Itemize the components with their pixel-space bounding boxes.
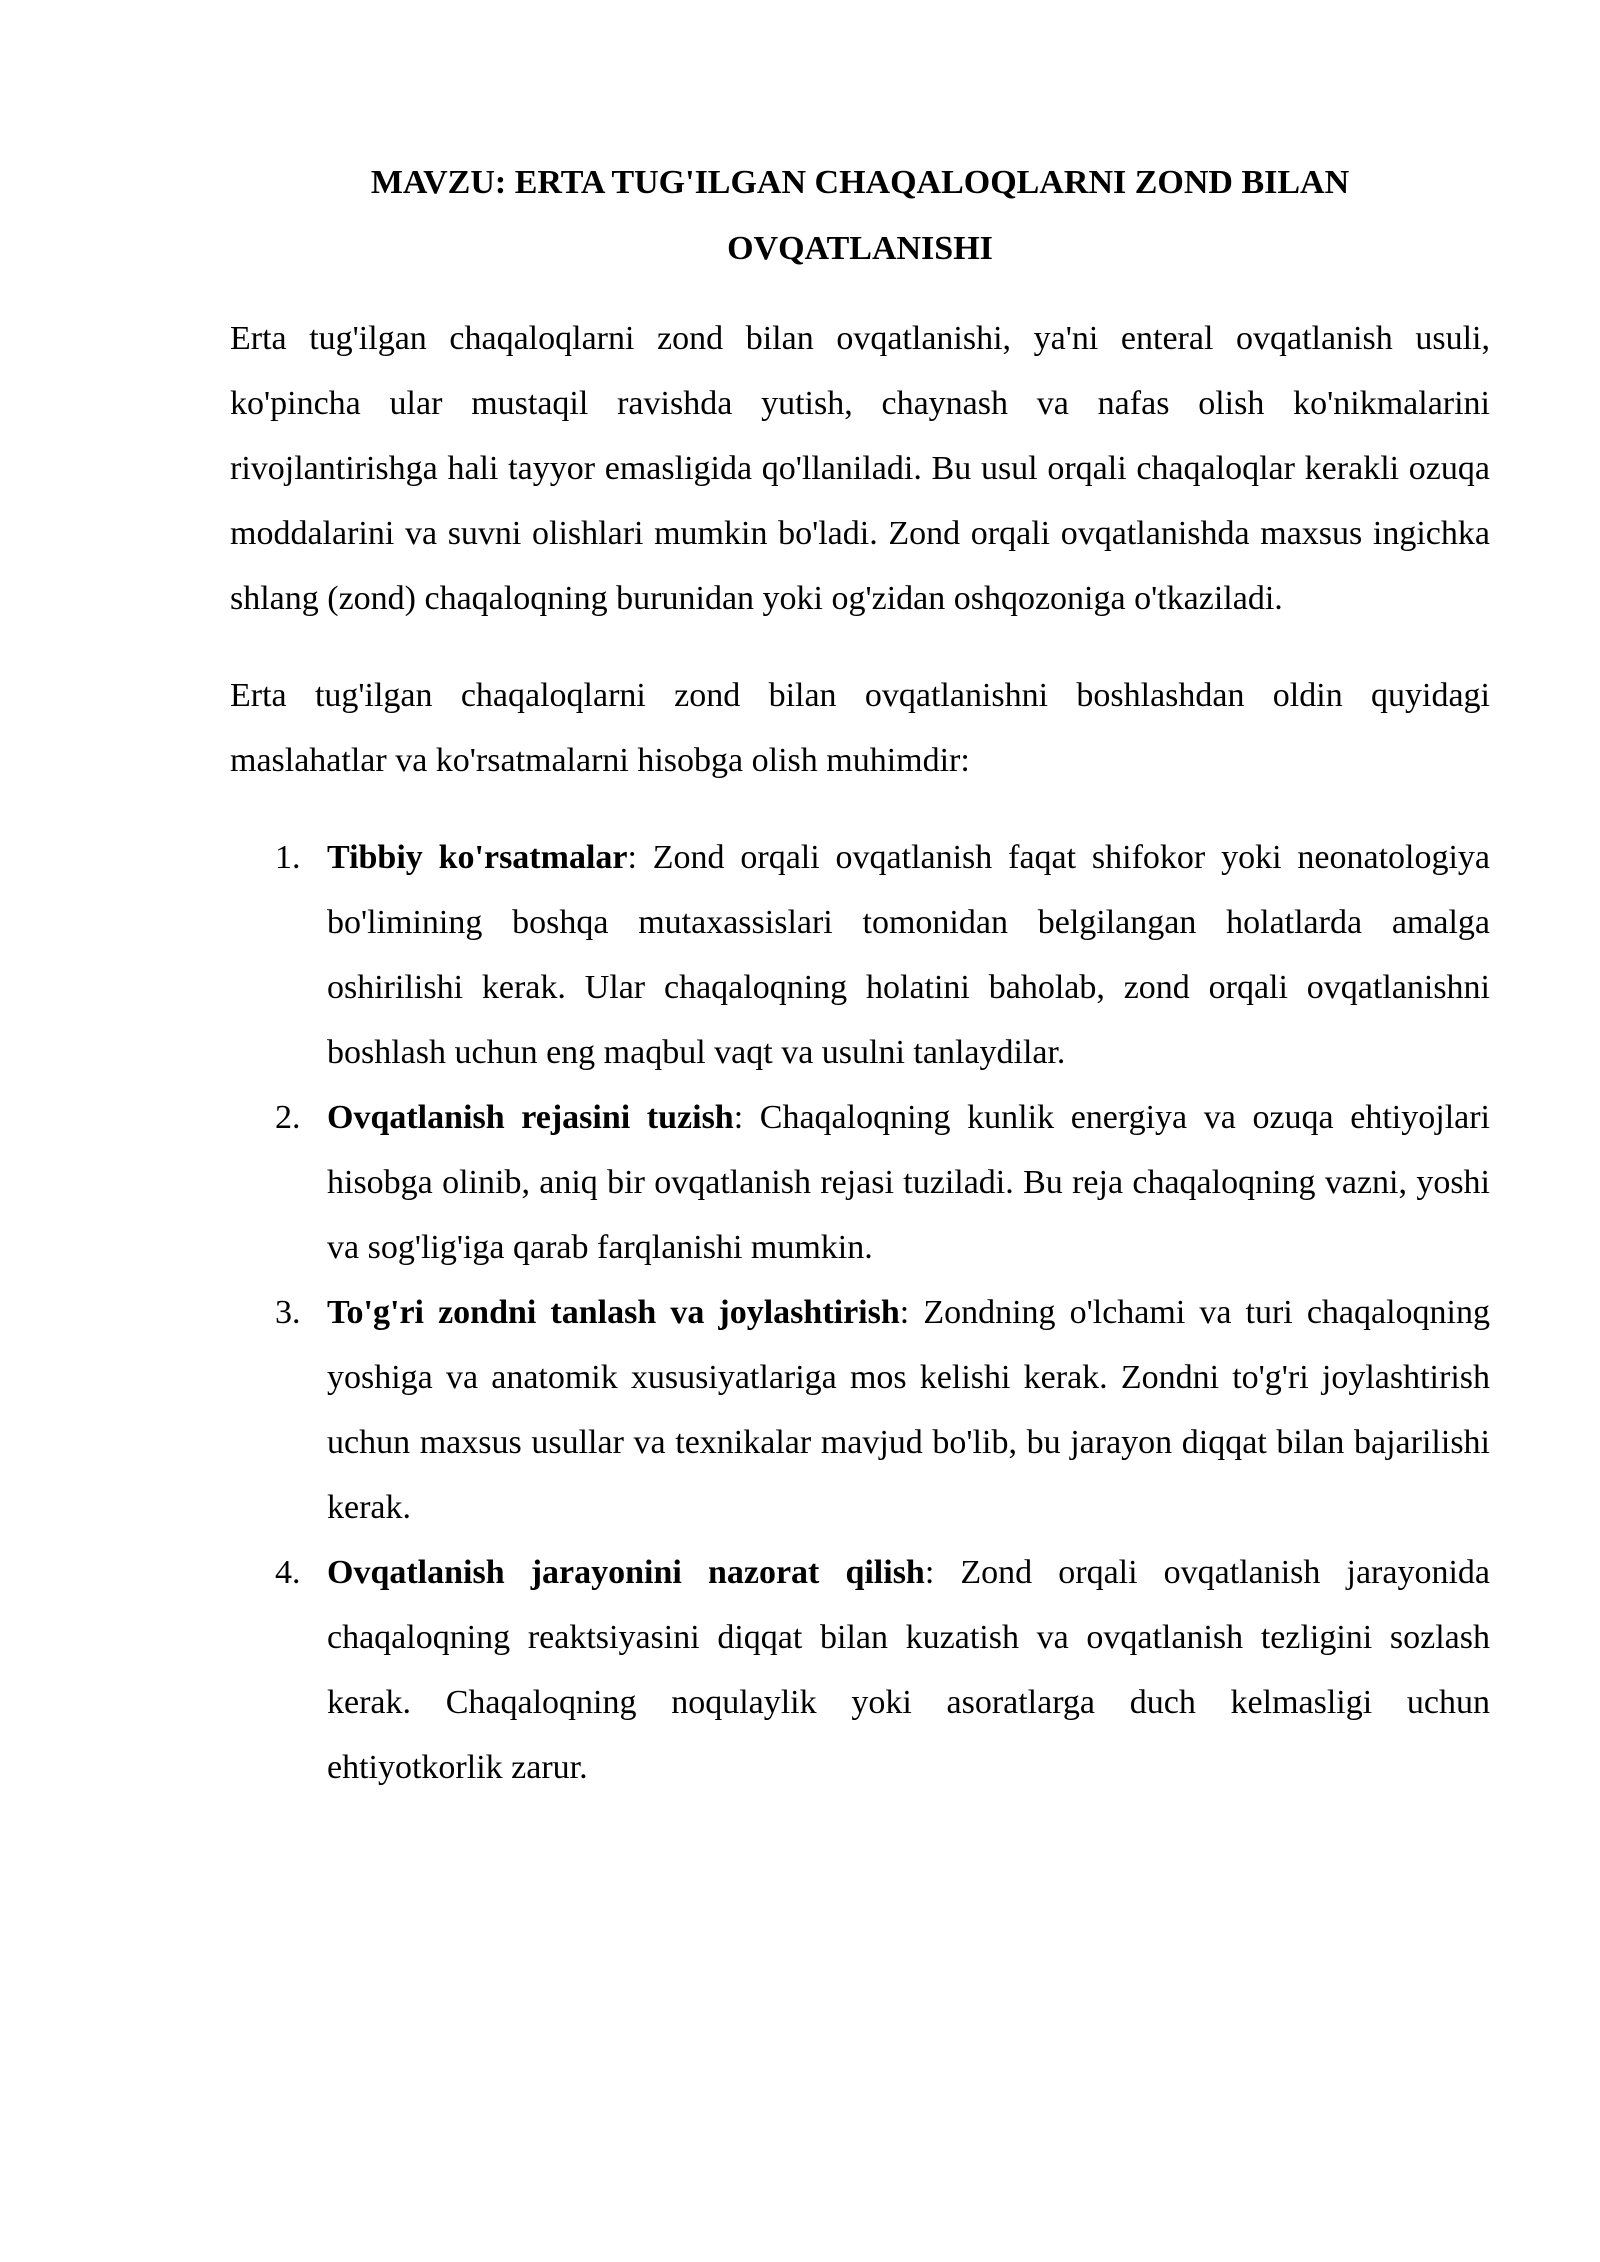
list-item [230, 1540, 1490, 1800]
intro-paragraph: Erta tug'ilgan chaqaloqlarni zond bilan ovqatlanishi, ya'ni enteral ovqatlanish usuli, ko'pincha ular mustaqil ravishda yutish, chaynash va nafas olish ko'nikmalarini rivojlantirishga hali tayyor emasligida qo'llaniladi. Bu usul orqali chaqaloqlar kerakli ozuqa moddalarini va suvni olishlari mumkin bo'ladi. Zond orqali ovqatlanishda maxsus ingichka shlang (zond) chaqaloqning burunidan yoki og'zidan oshqozoniga o'tkaziladi. [230, 320, 1490, 617]
document-page [230, 150, 1490, 1800]
list-item [230, 825, 1490, 1085]
list-item [230, 1280, 1490, 1540]
list-item-term: To'g'ri zondni tanlash va joylashtirish [327, 1294, 900, 1331]
list-item [230, 1085, 1490, 1280]
document-title: MAVZU: ERTA TUG'ILGAN CHAQALOQLARNI ZOND BILAN OVQATLANISHI [370, 164, 1350, 267]
list-item-text: : Zond orqali ovqatlanish jarayonida chaqaloqning reaktsiyasini diqqat bilan kuzatish va ovqatlanish tezligini sozlash kerak. Chaqaloqning noqulaylik yoki asoratlarga duch kelmasligi uchun ehtiyotkorlik zarur. [327, 1554, 1490, 1786]
list-item-number: 2. [275, 1099, 301, 1136]
list-item-term: Tibbiy ko'rsatmalar [327, 839, 628, 876]
guidance-paragraph: Erta tug'ilgan chaqaloqlarni zond bilan ovqatlanishni boshlashdan oldin quyidagi maslahatlar va ko'rsatmalarni hisobga olish muhimdir: [230, 677, 1490, 779]
list-item-number: 3. [275, 1294, 301, 1331]
list-item-number: 1. [275, 839, 301, 876]
recommendations-list [230, 825, 1490, 1800]
list-item-text: : Zondning o'lchami va turi chaqaloqning yoshiga va anatomik xususiyatlariga mos kelishi kerak. Zondni to'g'ri joylashtirish uchun maxsus usullar va texnikalar mavjud bo'lib, bu jarayon diqqat bilan bajarilishi kerak. [327, 1294, 1490, 1526]
list-item-term: Ovqatlanish rejasini tuzish [327, 1099, 734, 1136]
list-item-term: Ovqatlanish jarayonini nazorat qilish [327, 1554, 925, 1591]
list-item-number: 4. [275, 1554, 301, 1591]
list-item-text: : Zond orqali ovqatlanish faqat shifokor yoki neonatologiya bo'limining boshqa mutaxassislari tomonidan belgilangan holatlarda amalga oshirilishi kerak. Ular chaqaloqning holatini baholab, zond orqali ovqatlanishni boshlash uchun eng maqbul vaqt va usulni tanlaydilar. [327, 839, 1490, 1071]
list-item-text: : Chaqaloqning kunlik energiya va ozuqa ehtiyojlari hisobga olinib, aniq bir ovqatlanish rejasi tuziladi. Bu reja chaqaloqning vazni, yoshi va sog'lig'iga qarab farqlanishi mumkin. [327, 1099, 1491, 1266]
